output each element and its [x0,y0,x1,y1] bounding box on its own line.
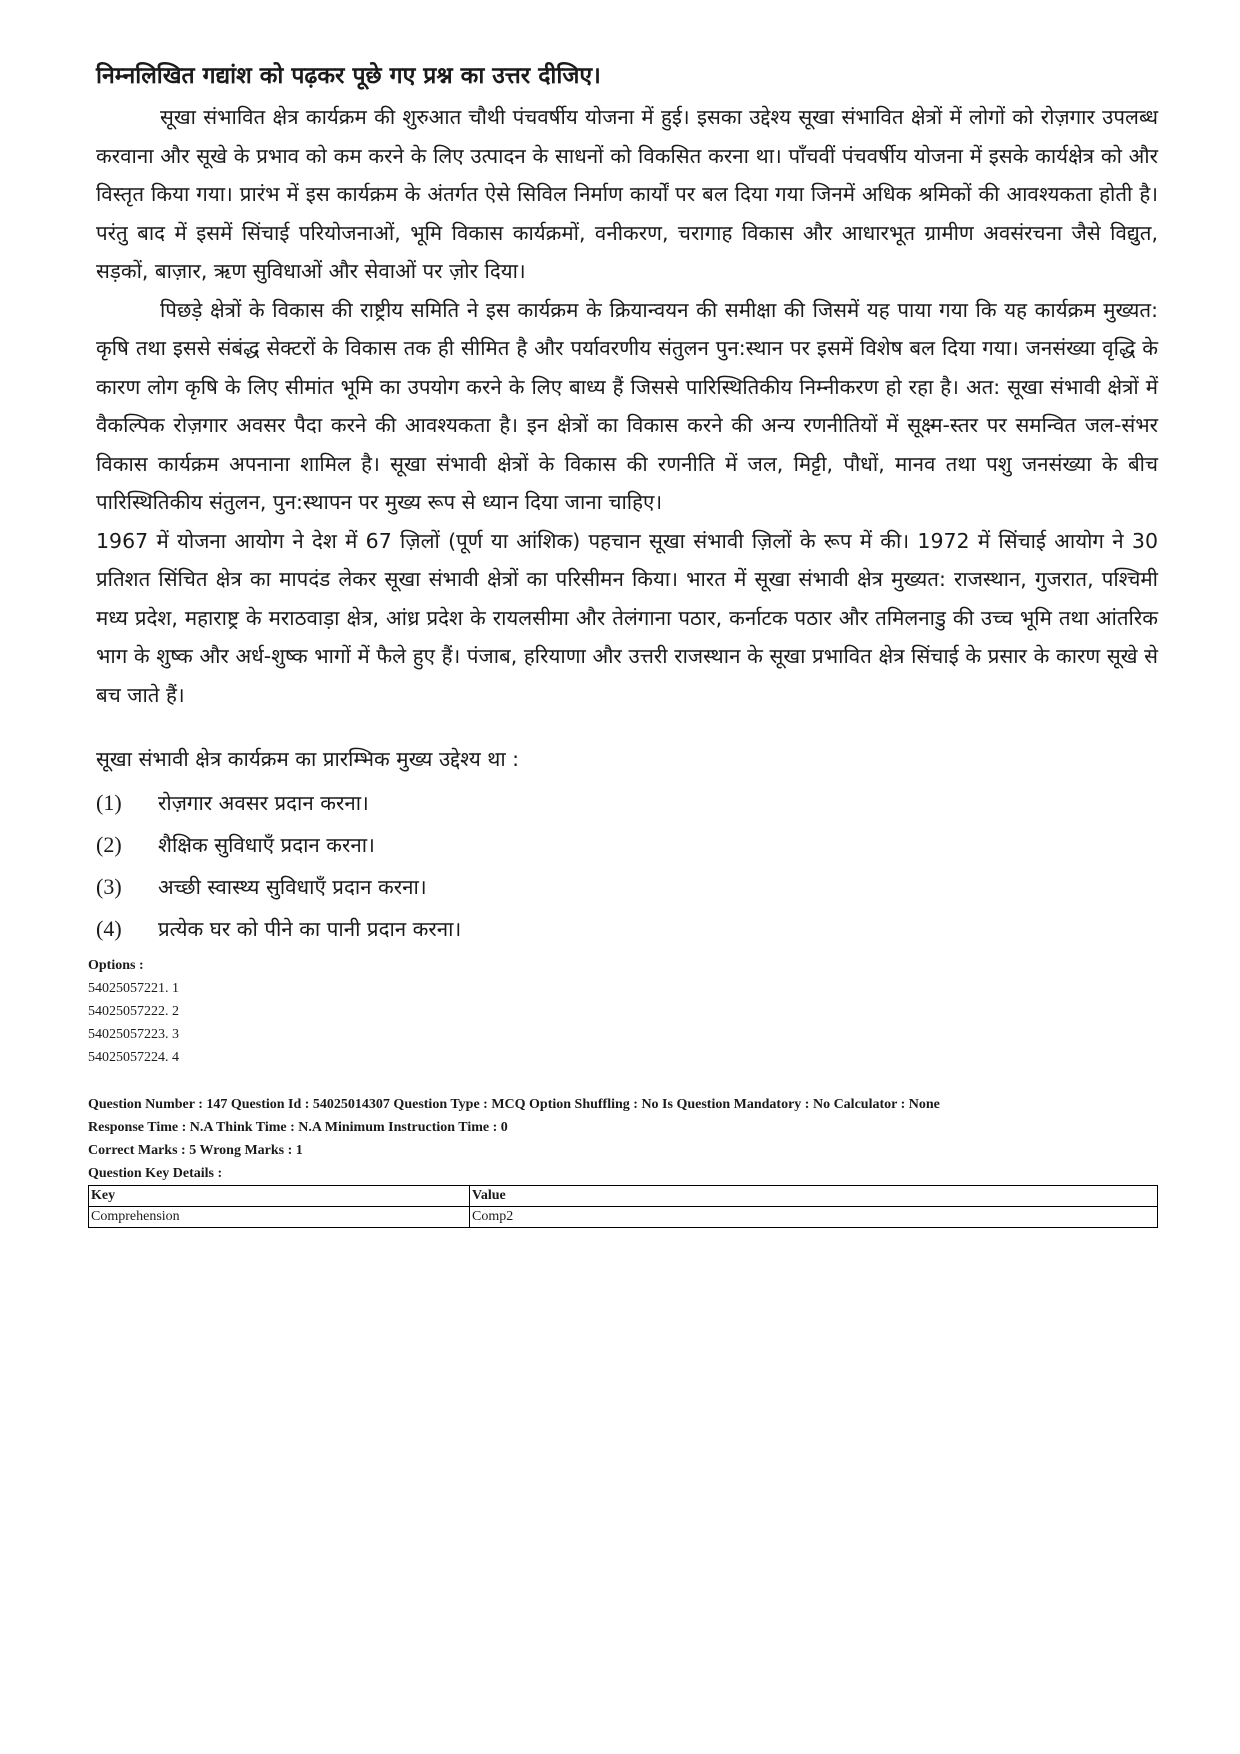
marks-line: Correct Marks : 5 Wrong Marks : 1 [88,1143,303,1158]
choice-text: अच्छी स्वास्थ्य सुविधाएँ प्रदान करना। [158,875,427,899]
option-id-1: 54025057221. 1 [88,981,179,996]
option-id-2: 54025057222. 2 [88,1004,179,1019]
question-info-line-1: Question Number : 147 Question Id : 54025014307 Question Type : MCQ Option Shuffling : No Is Question Mandatory : No Calculator : None [88,1097,940,1112]
options-label: Options : [88,958,144,973]
choice-4 [96,908,1158,950]
choice-text: प्रत्येक घर को पीने का पानी प्रदान करना। [158,917,462,941]
choice-text: शैक्षिक सुविधाएँ प्रदान करना। [158,833,375,857]
table-header-key: Key [89,1186,470,1207]
choice-number: (3) [96,874,122,899]
question-info [88,1093,1158,1185]
choice-2 [96,824,1158,866]
table-cell-value: Comp2 [470,1207,1158,1228]
choice-number: (1) [96,790,122,815]
choice-number: (2) [96,832,122,857]
option-id-4: 54025057224. 4 [88,1050,179,1065]
choice-number: (4) [96,916,122,941]
passage-paragraph-3: 1967 में योजना आयोग ने देश में 67 ज़िलों (पूर्ण या आंशिक) पहचान सूखा संभावी ज़िलों के रूप में की। 1972 में सिंचाई आयोग ने 30 प्रतिशत सिंचित क्षेत्र का मापदंड लेकर सूखा संभावी क्षेत्रों का परिसीमन किया। भारत में सूखा संभावी क्षेत्र मुख्यत: राजस्थान, गुजरात, पश्चिमी मध्य प्रदेश, महाराष्ट्र के मराठवाड़ा क्षेत्र, आंध्र प्रदेश के रायलसीमा और तेलंगाना पठार, कर्नाटक पठार और तमिलनाडु की उच्च भूमि तथा आंतरिक भाग के शुष्क और अर्ध-शुष्क भागों में फैले हुए हैं। पंजाब, हरियाणा और उत्तरी राजस्थान के सूखा प्रभावित क्षेत्र सिंचाई के प्रसार के कारण सूखे से बच जाते हैं। [96,528,1158,707]
table-header-value: Value [470,1186,1158,1207]
instruction-heading: निम्नलिखित गद्यांश को पढ़कर पूछे गए प्रश्न का उत्तर दीजिए। [96,63,601,89]
question-page [88,58,1158,1228]
question-text: सूखा संभावी क्षेत्र कार्यक्रम का प्रारम्भिक मुख्य उद्देश्य था : [96,747,520,771]
key-details-table [88,1185,1158,1228]
passage-paragraph-2: पिछड़े क्षेत्रों के विकास की राष्ट्रीय समिति ने इस कार्यक्रम के क्रियान्वयन की समीक्षा की जिसमें यह पाया गया कि यह कार्यक्रम मुख्यत: कृषि तथा इससे संबंद्ध सेक्टरों के विकास तक ही सीमित है और पर्यावरणीय संतुलन पुन:स्थान पर इसमें विशेष बल दिया गया। जनसंख्या वृद्धि के कारण लोग कृषि के लिए सीमांत भूमि का उपयोग करने के लिए बाध्य हैं जिससे पारिस्थितिकीय निम्नीकरण हो रहा है। अत: सूखा संभावी क्षेत्रों में वैकल्पिक रोज़गार अवसर पैदा करने की आवश्यकता है। इन क्षेत्रों का विकास करने की अन्य रणनीतियों में सूक्ष्म-स्तर पर समन्वित जल-संभर विकास कार्यक्रम अपनाना शामिल है। सूखा संभावी क्षेत्रों के विकास की रणनीति में जल, मिट्टी, पौधों, मानव तथा पशु जनसंख्या के बीच पारिस्थितिकीय संतुलन, पुन:स्थापन पर मुख्य रूप से ध्यान दिया जाना चाहिए। [96,297,1158,514]
choice-3 [96,866,1158,908]
table-cell-key: Comprehension [89,1207,470,1228]
option-id-3: 54025057223. 3 [88,1027,179,1042]
options-block [88,954,1158,1069]
key-details-label: Question Key Details : [88,1166,223,1181]
choice-text: रोज़गार अवसर प्रदान करना। [158,791,369,815]
table-row [89,1207,1158,1228]
passage-paragraph-1: सूखा संभावित क्षेत्र कार्यक्रम की शुरुआत चौथी पंचवर्षीय योजना में हुई। इसका उद्देश्य सूखा संभावित क्षेत्रों में लोगों को रोज़गार उपलब्ध करवाना और सूखे के प्रभाव को कम करने के लिए उत्पादन के साधनों को विकसित करना था। पाँचवीं पंचवर्षीय योजना में इसके कार्यक्षेत्र को और विस्तृत किया गया। प्रारंभ में इस कार्यक्रम के अंतर्गत ऐसे सिविल निर्माण कार्यों पर बल दिया गया जिनमें अधिक श्रमिकों की आवश्यकता होती है। परंतु बाद में इसमें सिंचाई परियोजनाओं, भूमि विकास कार्यक्रमों, वनीकरण, चरागाह विकास और आधारभूत ग्रामीण अवसंरचना जैसे विद्युत, सड़कों, बाज़ार, ऋण सुविधाओं और सेवाओं पर ज़ोर दिया। [96,105,1158,283]
choice-1 [96,782,1158,824]
table-header-row [89,1186,1158,1207]
question-info-line-2: Response Time : N.A Think Time : N.A Minimum Instruction Time : 0 [88,1120,508,1135]
